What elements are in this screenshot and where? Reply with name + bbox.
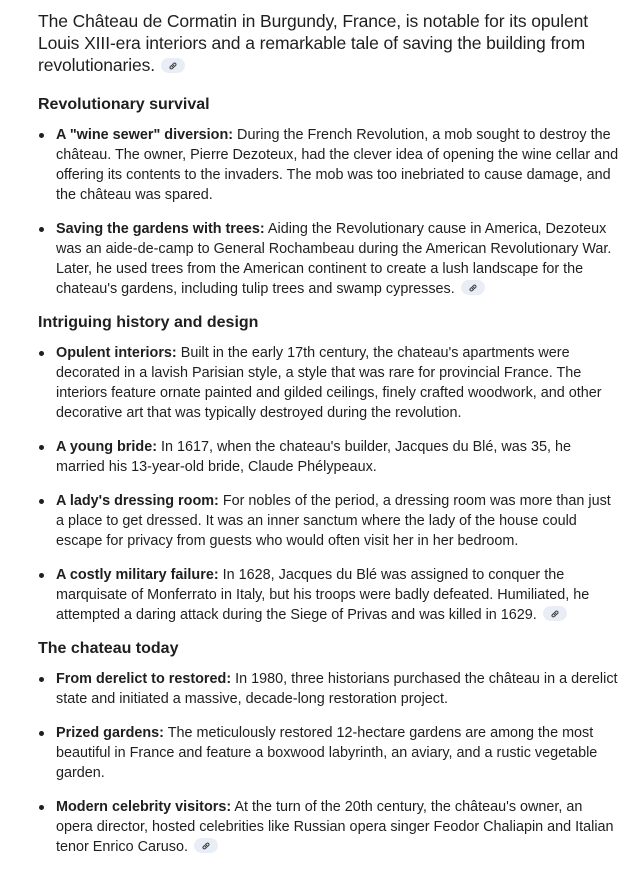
list-item xyxy=(38,491,619,551)
intro-paragraph xyxy=(38,10,619,76)
list-item xyxy=(38,565,619,625)
intro-text: The Château de Cormatin in Burgundy, France, is notable for its opulent Louis XIII-era interiors and a remarkable tale of saving the building from revolutionaries. xyxy=(38,11,588,75)
section-heading: Revolutionary survival xyxy=(38,96,210,113)
item-text: During the French Revolution, a mob sought to destroy the château. The owner, Pierre Dezoteux, had the clever idea of opening the wine cellar and offering its contents to the invaders. The mob was too inebriated to cause damage, and the château was spared. xyxy=(56,127,619,203)
item-text: In 1617, when the chateau's builder, Jacques du Blé, was 35, he married his 13-year-old bride, Claude Phélypeaux. xyxy=(56,439,571,475)
item-title: Opulent interiors: xyxy=(56,345,177,361)
source-link-chip[interactable] xyxy=(461,280,485,295)
link-icon xyxy=(550,609,560,619)
item-title: Modern celebrity visitors: xyxy=(56,799,232,815)
list-item xyxy=(38,125,619,205)
source-link-chip[interactable] xyxy=(543,606,567,621)
item-title: A "wine sewer" diversion: xyxy=(56,127,234,143)
item-title: Saving the gardens with trees: xyxy=(56,221,265,237)
list-item xyxy=(38,797,619,857)
bullet-list xyxy=(38,125,619,299)
item-text: In 1980, three historians purchased the château in a derelict state and initiated a massive, decade-long restoration project. xyxy=(56,671,618,707)
item-title: A young bride: xyxy=(56,439,157,455)
item-title: A costly military failure: xyxy=(56,567,219,583)
list-item xyxy=(38,723,619,783)
bullet-list xyxy=(38,669,619,857)
item-text: In 1628, Jacques du Blé was assigned to conquer the marquisate of Monferrato in Italy, but his troops were badly defeated. Humiliated, he attempted a daring attack during the Siege of Privas and was killed in 1629. xyxy=(56,567,590,623)
item-title: Prized gardens: xyxy=(56,725,164,741)
item-text: For nobles of the period, a dressing room was more than just a place to get dressed. It was an inner sanctum where the lady of the house could escape for privacy from guests who would often visit her in her bedroom. xyxy=(56,493,611,549)
link-icon xyxy=(168,61,178,71)
section-heading: The chateau today xyxy=(38,640,179,657)
link-icon xyxy=(468,283,478,293)
item-text: Built in the early 17th century, the chateau's apartments were decorated in a lavish Parisian style, a style that was rare for provincial France. The interiors feature ornate painted and gilded ceilings, finely crafted woodwork, and other decorative art that was typically destroyed during the revolution. xyxy=(56,345,602,421)
section-heading: Intriguing history and design xyxy=(38,314,259,331)
link-icon xyxy=(201,841,211,851)
item-title: A lady's dressing room: xyxy=(56,493,219,509)
list-item xyxy=(38,219,619,299)
bullet-list xyxy=(38,343,619,625)
item-title: From derelict to restored: xyxy=(56,671,232,687)
item-text: At the turn of the 20th century, the château's owner, an opera director, hosted celebrities like Russian opera singer Feodor Chaliapin and Italian tenor Enrico Caruso. xyxy=(56,799,614,855)
source-link-chip[interactable] xyxy=(194,838,218,853)
source-link-chip[interactable] xyxy=(161,58,185,73)
item-text: The meticulously restored 12-hectare gardens are among the most beautiful in France and feature a boxwood labyrinth, an aviary, and a rustic vegetable garden. xyxy=(56,725,598,781)
list-item xyxy=(38,669,619,709)
list-item xyxy=(38,437,619,477)
list-item xyxy=(38,343,619,423)
item-text: Aiding the Revolutionary cause in America, Dezoteux was an aide-de-camp to General Rochambeau during the American Revolutionary War. Later, he used trees from the American continent to create a lush landscape for the chateau's gardens, including tulip trees and swamp cypresses. xyxy=(56,221,612,297)
